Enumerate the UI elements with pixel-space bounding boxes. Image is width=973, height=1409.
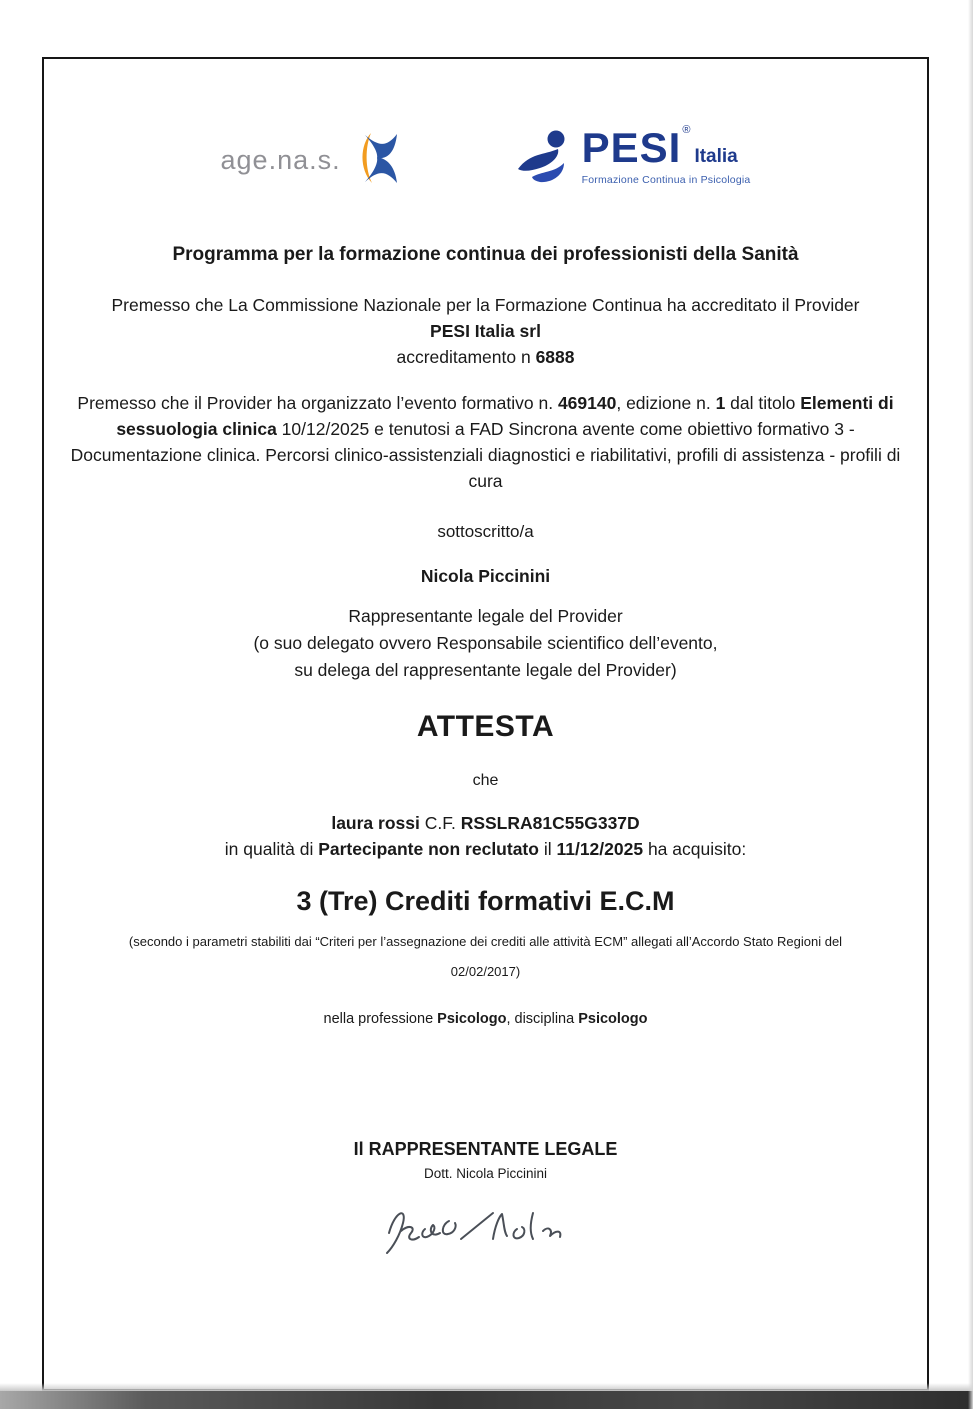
pesi-wordmark-row xyxy=(581,124,751,171)
che-label: che xyxy=(472,772,499,789)
agenas-wordmark: age.na.s. xyxy=(220,145,341,175)
participant-block xyxy=(68,810,903,862)
event-paragraph-text-1: Premesso che il Provider ha organizzato l’evento formativo n. xyxy=(77,393,558,413)
certificate-content xyxy=(44,59,927,1272)
credits-heading: 3 (Tre) Crediti formativi E.C.M xyxy=(296,886,675,916)
credits-note-line2: 02/02/2017) xyxy=(450,964,521,979)
pesi-country-label: Italia xyxy=(694,146,738,167)
scan-shadow-right xyxy=(968,0,973,1409)
event-number: 469140 xyxy=(557,393,617,413)
pesi-logo xyxy=(514,124,751,194)
qualification: Partecipante non reclutato xyxy=(318,839,539,859)
signer-role-line2: (o suo delegato ovvero Responsabile scientifico dell’evento, xyxy=(253,633,718,653)
signer-name: Nicola Piccinini xyxy=(420,566,551,586)
profession-text-2: , disciplina xyxy=(506,1011,579,1027)
credits-note-line1: (secondo i parametri stabiliti dai “Criteri per l’assegnazione dei crediti alle attività ECM” allegati all’Accordo Stato Regioni del xyxy=(128,934,843,949)
scan-shadow-soft xyxy=(0,1383,973,1391)
certificate-border xyxy=(42,57,929,1391)
fiscal-code-label: C.F. xyxy=(419,813,461,833)
event-paragraph-text-4: 10/12/2025 e tenutosi a FAD Sincrona avente come obiettivo formativo 3 - Documentazione clinica. Percorsi clinico-assistenziali diagnostici e riabilitativi, profili di assistenza - profili di cura xyxy=(70,419,901,491)
signer-role xyxy=(68,603,903,684)
agenas-logo xyxy=(221,129,409,192)
scan-shadow-bottom xyxy=(0,1391,973,1409)
provider-name-text: PESI Italia srl xyxy=(430,321,541,341)
event-title: Elementi di sessuologia clinica xyxy=(116,393,894,439)
qualification-text-1: in qualità di xyxy=(224,839,319,859)
pesi-tagline: Formazione Continua in Psicologia xyxy=(581,174,751,186)
attesta-heading: ATTESTA xyxy=(416,710,555,743)
pesi-wordmark: PESI xyxy=(581,124,682,171)
profession-name: Psicologo xyxy=(437,1011,507,1027)
credits-note xyxy=(68,927,903,987)
edition-number: 1 xyxy=(715,393,726,413)
event-paragraph xyxy=(68,390,903,494)
pesi-wordmark-block xyxy=(581,124,751,186)
agenas-mark-icon xyxy=(347,129,409,192)
qualification-text-3: ha acquisito: xyxy=(643,839,747,859)
discipline-name: Psicologo xyxy=(578,1011,648,1027)
signer-role-line3: su delega del rappresentante legale del Provider) xyxy=(294,660,677,680)
fiscal-code: RSSLRA81C55G337D xyxy=(460,813,640,833)
legal-rep-heading: Il RAPPRESENTANTE LEGALE xyxy=(353,1139,618,1159)
profession-text-1: nella professione xyxy=(323,1011,438,1027)
pesi-registered-mark: ® xyxy=(682,124,691,136)
participant-line xyxy=(68,810,903,836)
profession-line xyxy=(68,1011,903,1027)
signature-image xyxy=(68,1195,903,1272)
program-title: Programma per la formazione continua dei professionisti della Sanità xyxy=(172,244,799,265)
qualification-text-2: il xyxy=(538,839,557,859)
qualification-line xyxy=(68,836,903,862)
signer-role-line1: Rappresentante legale del Provider xyxy=(348,606,623,626)
accreditation-number: 6888 xyxy=(535,347,575,367)
pesi-figure-icon xyxy=(514,127,572,194)
acquisition-date: 11/12/2025 xyxy=(556,839,644,859)
event-paragraph-text-3: dal titolo xyxy=(725,393,801,413)
accreditation-number-line xyxy=(68,344,903,370)
event-paragraph-text-2: , edizione n. xyxy=(616,393,716,413)
logos-row xyxy=(68,124,903,194)
subscriber-label: sottoscritto/a xyxy=(437,522,534,541)
accreditation-paragraph xyxy=(68,292,903,370)
accreditation-line1: Premesso che La Commissione Nazionale per la Formazione Continua ha accreditato il Provider xyxy=(111,295,860,315)
legal-rep-name: Dott. Nicola Piccinini xyxy=(423,1166,548,1181)
provider-name xyxy=(68,318,903,344)
accreditation-number-label: accreditamento n xyxy=(396,347,536,367)
participant-name: laura rossi xyxy=(331,813,420,833)
